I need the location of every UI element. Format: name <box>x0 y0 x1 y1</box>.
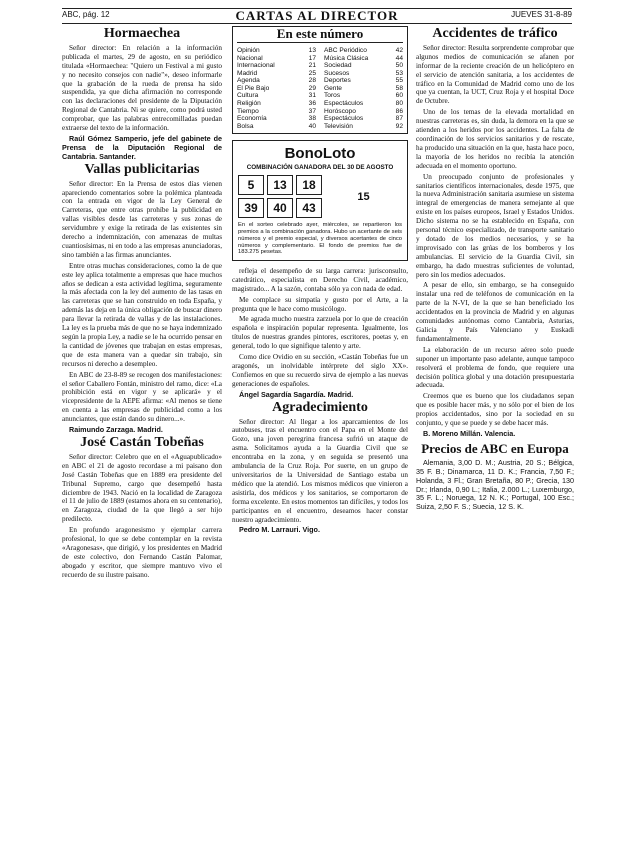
contents-page: 44 <box>395 54 403 62</box>
letter-signature: Raimundo Zarzaga. Madrid. <box>69 425 163 435</box>
contents-page: 28 <box>308 77 316 85</box>
contents-section: Horóscopo <box>324 107 356 115</box>
column-left <box>62 26 222 582</box>
complementary-number: 15 <box>357 190 370 203</box>
contents-page: 21 <box>308 62 316 70</box>
winning-numbers <box>238 175 402 218</box>
contents-page: 36 <box>308 100 316 108</box>
letter-text: Señor director: En la Prensa de estos días vienen apareciendo comentarios sobre la polémica planteada con la entrada en vigor de la Ley General de Carreteras, que entre otras prohíbe la publicidad en vallas visibles desde las carreteras y sus zonas de servidumbre y exige la retirada de las existentes sin derecho a indemnización, con amenazas de multas cuantiosísimas, ni en todo a las empresas anunciadoras, sino también a las firmas anunciantes. <box>62 179 222 259</box>
winning-number: 43 <box>296 198 322 218</box>
prices-title: Precios de ABC en Europa <box>421 440 569 456</box>
contents-page: 42 <box>395 46 403 54</box>
letter-signature: Ángel Sagardía Sagardía. Madrid. <box>239 389 354 399</box>
contents-section: Madrid <box>237 69 258 77</box>
column-right <box>416 26 574 514</box>
letter-title: Vallas publicitarias <box>84 161 200 177</box>
contents-item <box>237 70 316 78</box>
contents-section: Economía <box>237 115 267 123</box>
prices-text: Alemania, 3,00 D. M.; Austria, 20 S.; Bélgica, 35 F. B.; Dinamarca, 11 D. K.; Francia, 7,50 F.; Holanda, 3 Fl.; Gran Bretaña, 80 P.; Grecia, 130 Dr.; Irlanda, 0,90 L.; Italia, 2.000 L.; Luxemburgo, 35 F. L.; Noruega, 12 N. K.; Portugal, 100 Esc.; Suiza, 2,50 F. S.; Suecia, 12 S. K. <box>416 457 574 512</box>
contents-section: El Pie Bajo <box>237 84 270 92</box>
contents-page: 86 <box>395 107 403 115</box>
bonoloto-box <box>232 140 408 261</box>
contents-section: Espectáculos <box>324 100 364 108</box>
letter-text: refleja el desempeño de su larga carrera: jurisconsulto, catedrático, especialista en Derecho Civil, académico, magistrado... A la sazón, contaba sólo ya con nada de edad. <box>232 266 408 293</box>
bonoloto-note: En el sorteo celebrado ayer, miércoles, se repartieron los premios a la combinación ganadora. Hubo un acertante de seis números y el premio especial, y diversos acertantes de cinco números y complementario. El fondo de premios fue de 183.275 pesetas. <box>238 222 402 256</box>
contents-item <box>237 77 316 85</box>
section-header <box>62 8 572 24</box>
contents-item <box>324 123 403 131</box>
contents-section: Música Clásica <box>324 54 369 62</box>
letter-text: Señor director: Celebro que en el «Aguapublicado» en ABC el 21 de agosto recordase a mi paisano don José Castán Tobeñas que en 1889 era presidente del Tribunal Supremo, cargo que desempeñó hasta diciembre de 1943. Nació en la localidad de Zaragoza el 11 de julio de 1889 (estamos ahora en su centenario), en Zaragoza, ciudad de la que llegó a ser hijo predilecto. <box>62 452 223 524</box>
letter-text: Un preocupado conjunto de profesionales y sanitarios científicos internacionales, desde 1975, que la nueva Administración sanitaria asumiese un sistema integral de emergencias de manera semejante al que existe en los países europeos, Israel y Estados Unidos. Dicho sistema no se ha establecido en España, con personal técnico especializado, de transporte sanitario y dotado de los medios necesarios, y se ha improvisado con las grúas de los bomberos y los ambulancias. El servicio de la Guardia Civil, sin embargo, ha dado muestras suficientes de voluntad, pero sin los medios adecuados. <box>416 172 574 279</box>
contents-page: 50 <box>395 62 403 70</box>
contents-section: Toros <box>324 92 341 100</box>
letter-signature: B. Moreno Millán. Valencia. <box>423 428 516 438</box>
contents-section: Bolsa <box>237 122 254 130</box>
contents-item <box>237 123 316 131</box>
contents-section: Espectáculos <box>324 115 364 123</box>
letter-text: Señor director: En relación a la información publicada el martes, 29 de agosto, en su periódico titulada «Hormaechea: "Quiero un Festival a mi gusto y no necesito consejos con nadie"», deseo informarle que la grabación de la rueda de prensa ha sido suspendida, ya que dicha afirmación no corresponde con las declaraciones del presidente de la Diputación Regional de Cantabria. Ni se quiere, como podrá usted comprobar, que las palabras entrecomilladas puedan extraerse del texto de la información. <box>62 43 222 133</box>
winning-number: 40 <box>267 198 293 218</box>
contents-item <box>324 77 403 85</box>
contents-section: Agenda <box>237 77 260 85</box>
letter-text: Señor director: Al llegar a los aparcamientos de los autobuses, tras el encuentro con el Papa en el Monte del Gozo, una joven peregrina francesa sufrió un ataque de asma. Solicitamos ayuda a la Guardia Civil que se encontraba en la zona, y en seguida se presentó una ambulancia de la Cruz Roja. Por suerte, en un grupo de universitarios de la Universidad de Santiago estaba un médico que la atendió. Los mismos médicos que vinieron a asistirla, dos médicos y los sanitarios, se comportaron de forma excelente. En estos momentos tan difíciles, y todos los participantes en el encuentro, deseamos hacer constar nuestro agradecimiento. <box>232 417 408 524</box>
contents-item <box>324 47 403 55</box>
winning-number: 5 <box>238 175 264 195</box>
contents-section: Nacional <box>237 54 263 62</box>
letter-title: Accidentes de tráfico <box>432 26 558 41</box>
winning-number: 18 <box>296 175 322 195</box>
contents-page: 80 <box>395 100 403 108</box>
contents-page: 37 <box>308 107 316 115</box>
contents-item <box>324 92 403 100</box>
letter-text: A pesar de ello, sin embargo, se ha conseguido instalar una red de teléfonos de comunicación en la parte de la N-VI, de la que se han beneficiado los accidentados en la provincia de Madrid y en algunas comunidades autónomas como Cantabria, Asturias, Galicia y País Valenciano y Euskadi fundamentalmente. <box>416 281 574 343</box>
contents-section: Opinión <box>237 46 260 54</box>
letter-text: En ABC de 23-8-89 se recogen dos manifestaciones: el señor Caballero Fontán, ministro del ramo, dice: «La prohibición está en vigor y se aplicará» y el vicepresidente de la AEPE afirma: «Al menos se tiene en cuenta a las empresas de publicidad como a los anunciantes, que están dando su dinero...». <box>62 370 222 424</box>
contents-section: Cultura <box>237 92 259 100</box>
section-title: CARTAS AL DIRECTOR <box>235 8 399 23</box>
contents-item <box>324 100 403 108</box>
letter-title: Hormaechea <box>103 26 181 41</box>
letter-text: Creemos que es bueno que los ciudadanos sepan que es posible hacer más, y no sólo por el bien de los propios accidentados, sino por la sociedad en su conjunto, y que se puede y se debe hacer más. <box>416 392 574 428</box>
contents-item <box>237 92 316 100</box>
letter-text: Me complace su simpatía y gusto por el Arte, a la pregunta que le hace como musicólogo. <box>232 295 408 313</box>
contents-item <box>237 100 316 108</box>
contents-list-left <box>237 47 316 131</box>
contents-page: 58 <box>395 84 403 92</box>
winning-number: 13 <box>267 175 293 195</box>
contents-section: Internacional <box>237 62 275 70</box>
contents-section: Televisión <box>324 122 353 130</box>
contents-item <box>237 108 316 116</box>
contents-item <box>324 85 403 93</box>
contents-section: Deportes <box>324 77 351 85</box>
contents-section: Sociedad <box>324 62 352 70</box>
contents-page: 40 <box>308 122 316 130</box>
letter-title: Agradecimiento <box>272 399 368 415</box>
issue-date: JUEVES 31-8-89 <box>511 10 572 19</box>
contents-section: ABC Periódico <box>324 46 367 54</box>
letter-signature: Pedro M. Larrauri. Vigo. <box>239 525 320 535</box>
letter-text: Uno de los temas de la elevada mortalidad en nuestras carreteras es, sin duda, la demora en la que se atienden a los heridos por los accidentes. La falta de coordinación de los servicios sanitarios y de rescate, ha producido una situación en la que, hasta hace poco, la mayoría de los heridos no recibía la atención adecuada en el momento oportuno. <box>416 108 574 170</box>
contents-box <box>232 26 408 134</box>
contents-page: 17 <box>308 54 316 62</box>
contents-page: 53 <box>395 69 403 77</box>
contents-list-right <box>324 47 403 131</box>
contents-page: 29 <box>308 84 316 92</box>
contents-item <box>324 115 403 123</box>
contents-item <box>237 115 316 123</box>
bonoloto-logo: BonoLoto <box>284 145 356 163</box>
contents-section: Gente <box>324 84 342 92</box>
contents-item <box>324 55 403 63</box>
letter-text: Señor director: Resulta sorprendente comprobar que algunos medios de comunicación se afanen por informar de la reciente creación de un helicóptero en el servicio de atención sanitaria, a los accidentes de tráfico en la Comunidad de Madrid como uno de los que ya cuentan, la UCT, Cruz Roja y el hospital Doce de Octubre. <box>416 43 574 106</box>
letter-text: En profundo aragonesismo y ejemplar carrera profesional, lo que se debe contemplar en la revista «Aragonesas», que dirigió, y los presidentes en Madrid de este colectivo, don Fernando Castán Palomar, abogado y escritor, que siempre mantuvo vivo el recuerdo de su ilustre paisano. <box>62 526 222 579</box>
contents-section: Sucesos <box>324 69 350 77</box>
contents-title: En este número <box>237 30 403 43</box>
contents-item <box>237 55 316 63</box>
contents-section: Tiempo <box>237 107 259 115</box>
contents-item <box>237 62 316 70</box>
contents-item <box>324 108 403 116</box>
contents-page: 92 <box>395 122 403 130</box>
letter-text: Entre otras muchas consideraciones, como la de que este ley aplica totalmente a empresas que hace muchos años se dedican a esta actividad legítima, seguramente la más afectada con la ley del aumento de las tasas en las carreteras que se han construido en toda España, y además las deja en la única obligación de buscar dinero para llevar la retirada de vallas y de las instalaciones. La ley es la prueba más de que no se haya indemnizado según la propia Ley, a nadie se le ha ocurrido pensar en la cantidad de jóvenes que trabajan en estas empresas, que de esta manera van a quedar sin trabajo, sin recursos ni derecho a desempleo. <box>62 261 222 368</box>
contents-page: 55 <box>395 77 403 85</box>
letter-text: La elaboración de un recurso aéreo solo puede suponer un importante paso adelante, aunque tampoco resolverá el problema de fondo, que requiere una decisión política global y una dotación presupuestaria adecuada. <box>416 345 574 390</box>
contents-item <box>324 62 403 70</box>
letter-title: José Castán Tobeñas <box>80 434 204 450</box>
letter-text: Como dice Ovidio en su sección, «Castán Tobeñas fue un aragonés, un inolvidable intérprete del siglo XX». Confiemos en que su recuerdo sirva de ejemplo a las nuevas generaciones de españoles. <box>232 353 408 388</box>
contents-item <box>324 70 403 78</box>
contents-page: 13 <box>308 46 316 54</box>
contents-page: 38 <box>308 115 316 123</box>
contents-item <box>237 47 316 55</box>
contents-page: 60 <box>395 92 403 100</box>
contents-page: 31 <box>308 92 316 100</box>
contents-page: 25 <box>308 69 316 77</box>
letter-text: Me agrada mucho nuestra zarzuela por lo que de creación española e inspiración popular representa. Igualmente, los títulos de nuestras grandes pintores, escritores, poetas y, en general, todo lo que signifique talento y arte. <box>232 315 408 351</box>
contents-item <box>237 85 316 93</box>
letter-signature: Raúl Gómez Samperio, jefe del gabinete de Prensa de la Diputación Regional de Cantabria. Santander. <box>62 133 222 161</box>
page-number: ABC, pág. 12 <box>62 10 110 19</box>
column-middle <box>232 26 408 537</box>
winning-number: 39 <box>238 198 264 218</box>
contents-page: 87 <box>395 115 403 123</box>
bonoloto-subtitle: COMBINACIÓN GANADORA DEL 30 DE AGOSTO <box>246 164 394 172</box>
contents-section: Religión <box>237 100 261 108</box>
